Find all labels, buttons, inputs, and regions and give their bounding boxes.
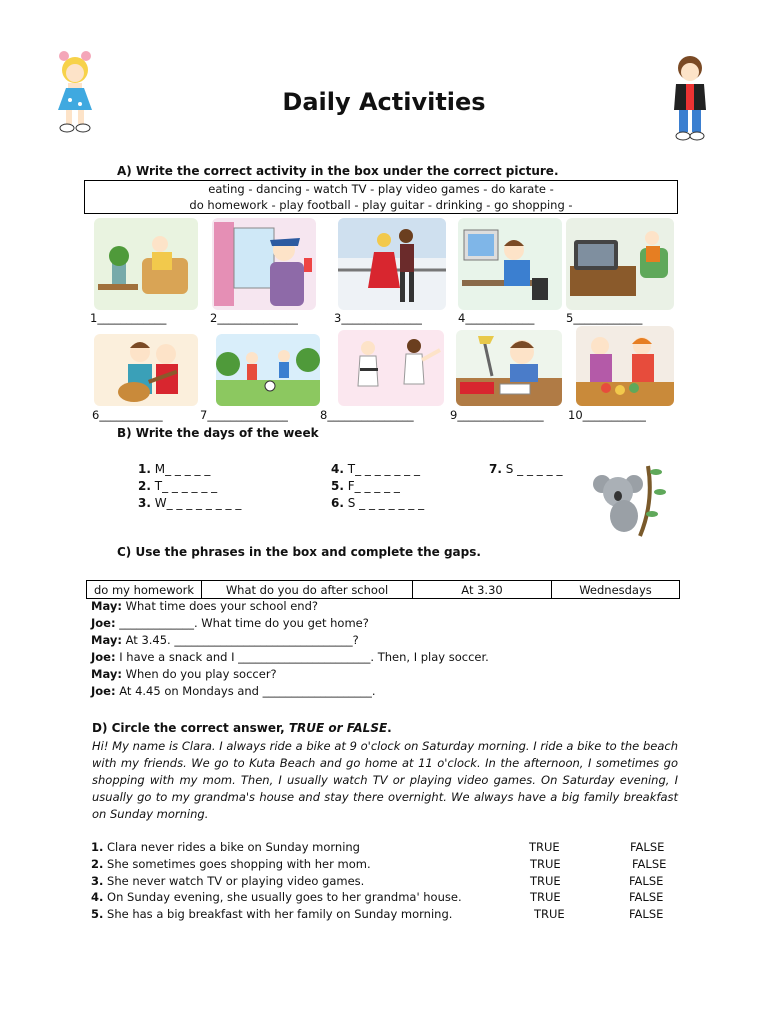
section-d-heading-prefix: D) Circle the correct answer, <box>92 721 289 735</box>
section-b-heading: B) Write the days of the week <box>117 426 319 440</box>
false-option-2[interactable]: FALSE <box>632 857 667 871</box>
blank-2[interactable]: 2______________ <box>210 311 298 325</box>
statement-number: 3. <box>91 874 104 888</box>
statement-text: On Sunday evening, she usually goes to her grandma' house. <box>107 890 462 904</box>
day-6-number: 6. <box>331 496 344 510</box>
page-title: Daily Activities <box>282 88 486 116</box>
phrase-box <box>86 580 680 599</box>
phrase-2: What do you do after school <box>202 581 413 599</box>
word-box-line-2: do homework - play football - play guitar - drinking - go shopping - <box>189 198 573 212</box>
dialogue-text: At 3.45. _______________________________? <box>121 633 359 647</box>
statement-text: She sometimes goes shopping with her mom. <box>107 857 371 871</box>
blank-3[interactable]: 3______________ <box>334 311 422 325</box>
day-1-number: 1. <box>138 462 151 476</box>
statement-2 <box>91 857 371 871</box>
section-d-heading-suffix: . <box>387 721 392 735</box>
day-6-text: S _ _ _ _ _ _ _ <box>347 496 425 510</box>
picture-10-shopping <box>576 326 674 406</box>
blank-6[interactable]: 6___________ <box>92 408 163 422</box>
dialogue-text: I have a snack and I _______________________. Then, I play soccer. <box>115 650 489 664</box>
phrase-4: Wednesdays <box>552 581 680 599</box>
blank-1[interactable]: 1____________ <box>90 311 167 325</box>
true-option-1[interactable]: TRUE <box>529 840 560 854</box>
word-box <box>84 180 678 214</box>
day-1[interactable] <box>138 462 210 476</box>
dialogue-line-1 <box>91 599 318 613</box>
speaker-may: May: <box>91 633 122 647</box>
section-a-heading: A) Write the correct activity in the box under the correct picture. <box>117 164 559 178</box>
picture-4-computer <box>458 218 562 310</box>
day-2[interactable] <box>138 479 217 493</box>
statement-5 <box>91 907 452 921</box>
day-7-number: 7. <box>489 462 502 476</box>
reading-paragraph: Hi! My name is Clara. I always ride a bike at 9 o'clock on Saturday morning. I ride a bike to the beach with my friends. We go to Kuta Beach and go home at 11 o'clock. In the afternoon, I sometimes go shopping with my mom. Then, I usually watch TV or playing video games. On Saturday evening, I usually go to my grandma's house and stay there overnight. We always have a big family breakfast on Sunday morning. <box>92 739 678 821</box>
statement-text: Clara never rides a bike on Sunday morning <box>107 840 360 854</box>
dialogue-text: What time does your school end? <box>121 599 318 613</box>
day-5[interactable] <box>331 479 400 493</box>
day-3-text: W_ _ _ _ _ _ _ _ <box>154 496 242 510</box>
true-option-5[interactable]: TRUE <box>534 907 565 921</box>
statement-text: She never watch TV or playing video games. <box>107 874 365 888</box>
picture-5-watch-tv <box>566 218 674 310</box>
day-4[interactable] <box>331 462 420 476</box>
statement-number: 1. <box>91 840 104 854</box>
phrase-1: do my homework <box>87 581 202 599</box>
picture-8-karate <box>338 330 444 406</box>
speaker-joe: Joe: <box>91 616 116 630</box>
picture-3-dancing <box>338 218 446 310</box>
speaker-may: May: <box>91 667 122 681</box>
picture-6-guitar <box>94 334 198 406</box>
day-5-text: F_ _ _ _ _ <box>347 479 400 493</box>
day-4-number: 4. <box>331 462 344 476</box>
blank-4[interactable]: 4____________ <box>458 311 535 325</box>
word-box-line-1: eating - dancing - watch TV - play video games - do karate - <box>208 182 554 196</box>
dialogue-text: _____________. What time do you get home? <box>115 616 369 630</box>
phrase-3: At 3.30 <box>413 581 552 599</box>
day-2-number: 2. <box>138 479 151 493</box>
dialogue-line-4[interactable] <box>91 650 489 664</box>
statement-number: 2. <box>91 857 104 871</box>
dialogue-text: When do you play soccer? <box>121 667 277 681</box>
false-option-4[interactable]: FALSE <box>629 890 664 904</box>
day-2-text: T_ _ _ _ _ _ <box>154 479 218 493</box>
picture-9-homework <box>456 330 562 406</box>
picture-2-drinking <box>212 218 316 310</box>
blank-9[interactable]: 9_______________ <box>450 408 544 422</box>
koala-illustration <box>590 462 670 542</box>
day-5-number: 5. <box>331 479 344 493</box>
statement-1 <box>91 840 360 854</box>
day-7[interactable] <box>489 462 562 476</box>
statement-text: She has a big breakfast with her family on Sunday morning. <box>107 907 453 921</box>
dialogue-text: At 4.45 on Mondays and ___________________. <box>115 684 376 698</box>
statement-4 <box>91 890 462 904</box>
day-3[interactable] <box>138 496 241 510</box>
day-7-text: S _ _ _ _ _ <box>505 462 563 476</box>
dialogue-line-5 <box>91 667 277 681</box>
blank-5[interactable]: 5____________ <box>566 311 643 325</box>
dialogue-line-3[interactable] <box>91 633 359 647</box>
dialogue-line-6[interactable] <box>91 684 376 698</box>
false-option-3[interactable]: FALSE <box>629 874 664 888</box>
day-1-text: M_ _ _ _ _ <box>154 462 211 476</box>
picture-7-football <box>216 334 320 406</box>
blank-7[interactable]: 7______________ <box>200 408 288 422</box>
true-option-2[interactable]: TRUE <box>530 857 561 871</box>
true-option-4[interactable]: TRUE <box>530 890 561 904</box>
speaker-joe: Joe: <box>91 650 116 664</box>
day-6[interactable] <box>331 496 424 510</box>
statement-number: 5. <box>91 907 104 921</box>
speaker-joe: Joe: <box>91 684 116 698</box>
section-d-heading-emphasis: TRUE or FALSE <box>288 721 388 735</box>
section-c-heading: C) Use the phrases in the box and complete the gaps. <box>117 545 481 559</box>
false-option-1[interactable]: FALSE <box>630 840 665 854</box>
picture-1-relaxing <box>94 218 198 310</box>
dialogue-line-2[interactable] <box>91 616 369 630</box>
false-option-5[interactable]: FALSE <box>629 907 664 921</box>
day-4-text: T_ _ _ _ _ _ _ <box>347 462 420 476</box>
speaker-may: May: <box>91 599 122 613</box>
true-option-3[interactable]: TRUE <box>530 874 561 888</box>
blank-10[interactable]: 10___________ <box>568 408 646 422</box>
blank-8[interactable]: 8_______________ <box>320 408 414 422</box>
statement-3 <box>91 874 364 888</box>
statement-number: 4. <box>91 890 104 904</box>
day-3-number: 3. <box>138 496 151 510</box>
section-d-heading <box>92 721 392 735</box>
